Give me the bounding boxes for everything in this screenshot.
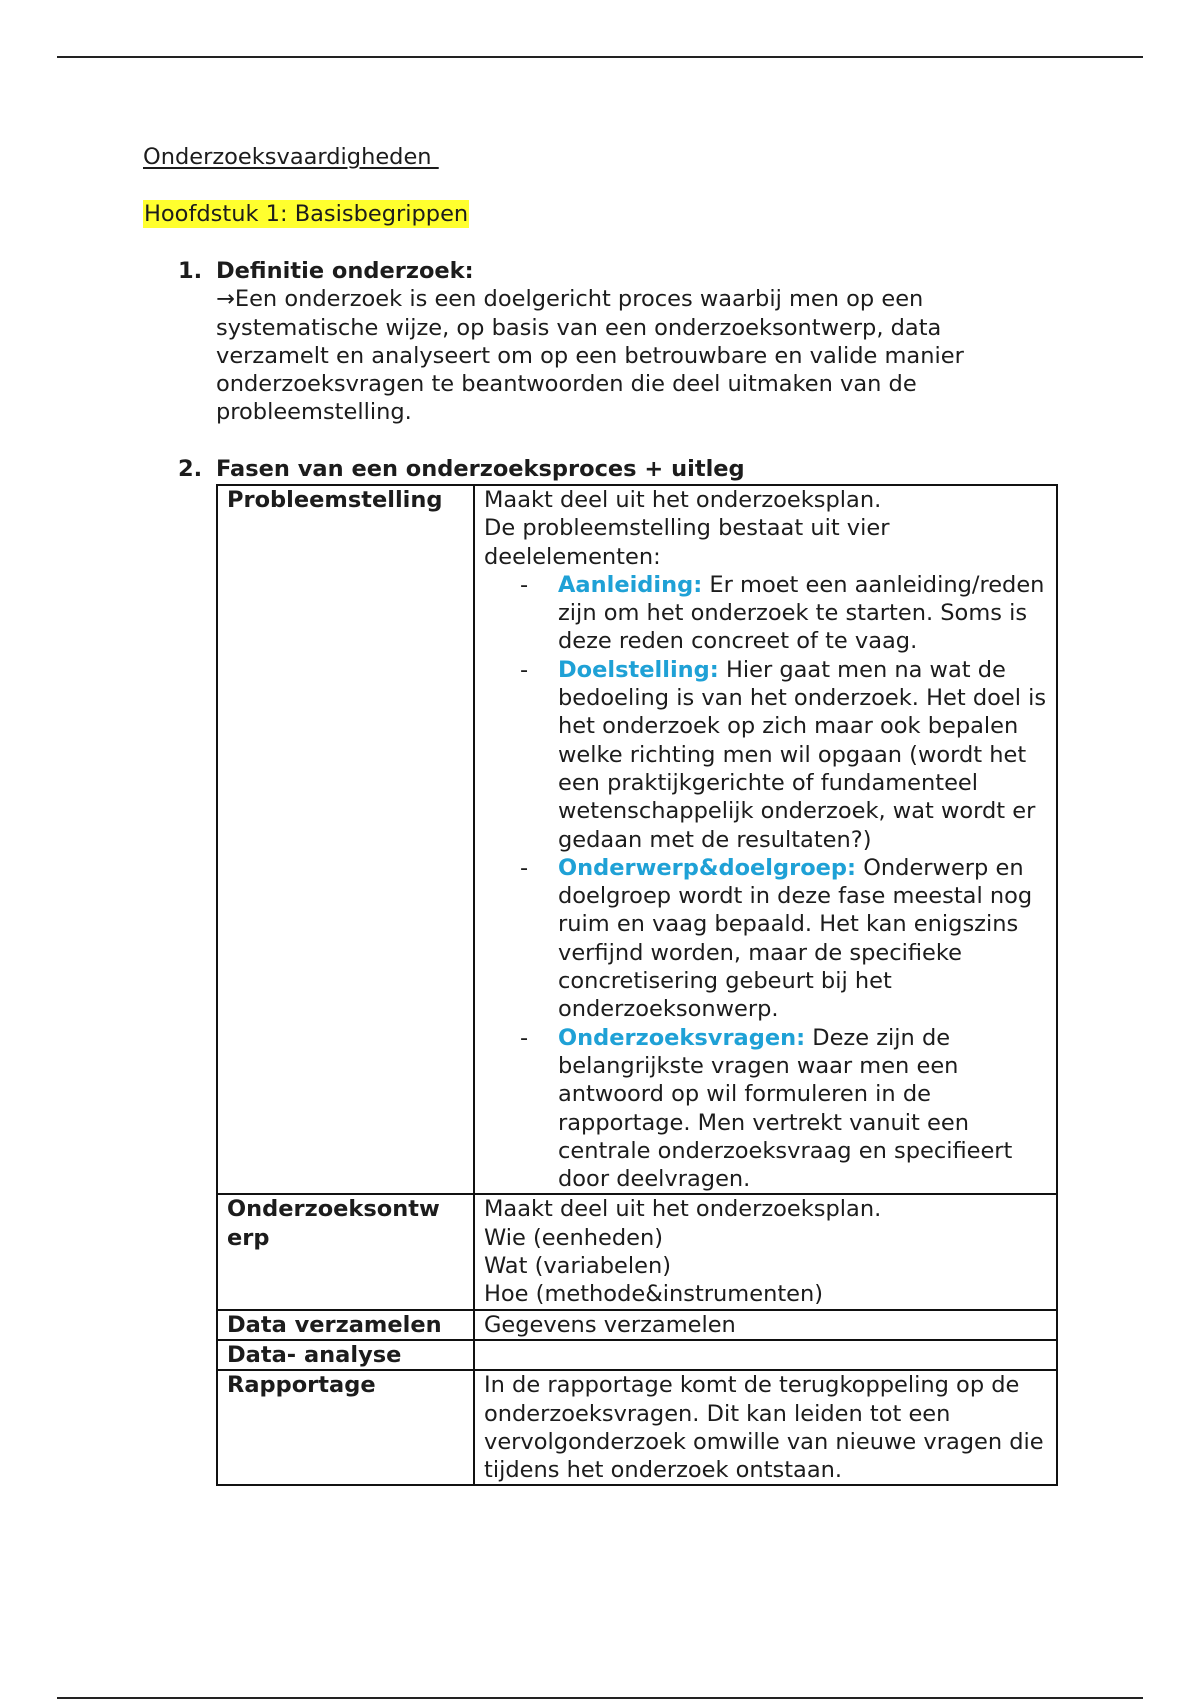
header-rule bbox=[57, 56, 1143, 58]
element-text: Er moet een aanleiding/reden zijn om het onderzoek te starten. Soms is deze reden concreet of te vaag. bbox=[558, 571, 1045, 655]
bullet-dash: - bbox=[520, 1024, 529, 1051]
bullet-dash: - bbox=[520, 854, 529, 881]
section-title: Definitie onderzoek: bbox=[216, 258, 474, 284]
section-heading bbox=[178, 257, 1078, 285]
phase-description-cell bbox=[474, 485, 1057, 1194]
description-line: Maakt deel uit het onderzoeksplan. bbox=[484, 1196, 882, 1223]
description-line: Wie (eenheden) bbox=[484, 1224, 663, 1251]
element-term: Aanleiding: bbox=[558, 571, 703, 598]
document-title: Onderzoeksvaardigheden bbox=[143, 144, 439, 170]
section-phases bbox=[178, 455, 1078, 483]
element-term: Onderwerp&doelgroep: bbox=[558, 854, 857, 881]
bullet-dash: - bbox=[520, 656, 529, 683]
phase-description-cell bbox=[474, 1340, 1057, 1370]
table-row bbox=[217, 1310, 1057, 1340]
description-line: Maakt deel uit het onderzoeksplan. bbox=[484, 487, 882, 513]
phase-name-cell: Onderzoeksontw erp bbox=[217, 1194, 474, 1309]
list-item bbox=[518, 571, 1048, 656]
element-text: Onderwerp en doelgroep wordt in deze fase meestal nog ruim en vaag bepaald. Het kan enigszins verfijnd worden, maar de specifieke concretisering gebeurt bij het onderzoeksonwerp. bbox=[558, 854, 1033, 1023]
table-row bbox=[217, 485, 1057, 1194]
element-text: Hier gaat men na wat de bedoeling is van het onderzoek. Het doel is het onderzoek op zich maar ook bepalen welke richting men wil opgaan (wordt het een praktijkgerichte of fundamenteel wetenschappelijk onderzoek, wat wordt er gedaan met de resultaten?) bbox=[558, 656, 1047, 853]
description-line: De probleemstelling bestaat uit vier deelelementen: bbox=[484, 515, 890, 570]
section-number: 1. bbox=[178, 258, 203, 284]
table-row bbox=[217, 1194, 1057, 1309]
section-definition bbox=[178, 257, 1078, 427]
phases-table bbox=[216, 484, 1058, 1486]
element-term: Doelstelling: bbox=[558, 656, 719, 683]
phase-name-cell: Data- analyse bbox=[217, 1340, 474, 1370]
definition-text: →Een onderzoek is een doelgericht proces waarbij men op een systematische wijze, op basis van een onderzoeksontwerp, data verzamelt en analyseert om op een betrouwbare en valide manier onderzoeksvragen te beantwoorden die deel uitmaken van de probleemstelling. bbox=[216, 286, 964, 426]
list-item bbox=[518, 854, 1048, 1024]
phase-name-cell: Probleemstelling bbox=[217, 485, 474, 1194]
list-item bbox=[518, 656, 1048, 854]
description-line: In de rapportage komt de terugkoppeling op de onderzoeksvragen. Dit kan leiden tot een vervolgonderzoek omwille van nieuwe vragen die tijdens het onderzoek ontstaan. bbox=[484, 1372, 1044, 1484]
phase-name-cell: Rapportage bbox=[217, 1370, 474, 1485]
bullet-dash: - bbox=[520, 571, 529, 598]
description-line: Gegevens verzamelen bbox=[484, 1311, 736, 1338]
table-row bbox=[217, 1370, 1057, 1485]
table-row bbox=[217, 1340, 1057, 1370]
section-title: Fasen van een onderzoeksproces + uitleg bbox=[216, 456, 745, 482]
element-term: Onderzoeksvragen: bbox=[558, 1024, 806, 1051]
section-number: 2. bbox=[178, 456, 203, 482]
element-list bbox=[484, 571, 1048, 1194]
phase-name-cell: Data verzamelen bbox=[217, 1310, 474, 1340]
phase-description-cell bbox=[474, 1310, 1057, 1340]
phase-description-cell bbox=[474, 1194, 1057, 1309]
chapter-heading: Hoofdstuk 1: Basisbegrippen bbox=[144, 201, 469, 227]
phase-description-cell bbox=[474, 1370, 1057, 1485]
element-text: Deze zijn de belangrijkste vragen waar men een antwoord op wil formuleren in de rapportage. Men vertrekt vanuit een centrale onderzoeksvraag en specifieert door deelvragen. bbox=[558, 1024, 1013, 1193]
description-line: Hoe (methode&instrumenten) bbox=[484, 1281, 824, 1308]
footer-rule bbox=[57, 1697, 1143, 1699]
list-item bbox=[518, 1024, 1048, 1194]
section-heading bbox=[178, 455, 1078, 483]
description-line: Wat (variabelen) bbox=[484, 1253, 671, 1280]
